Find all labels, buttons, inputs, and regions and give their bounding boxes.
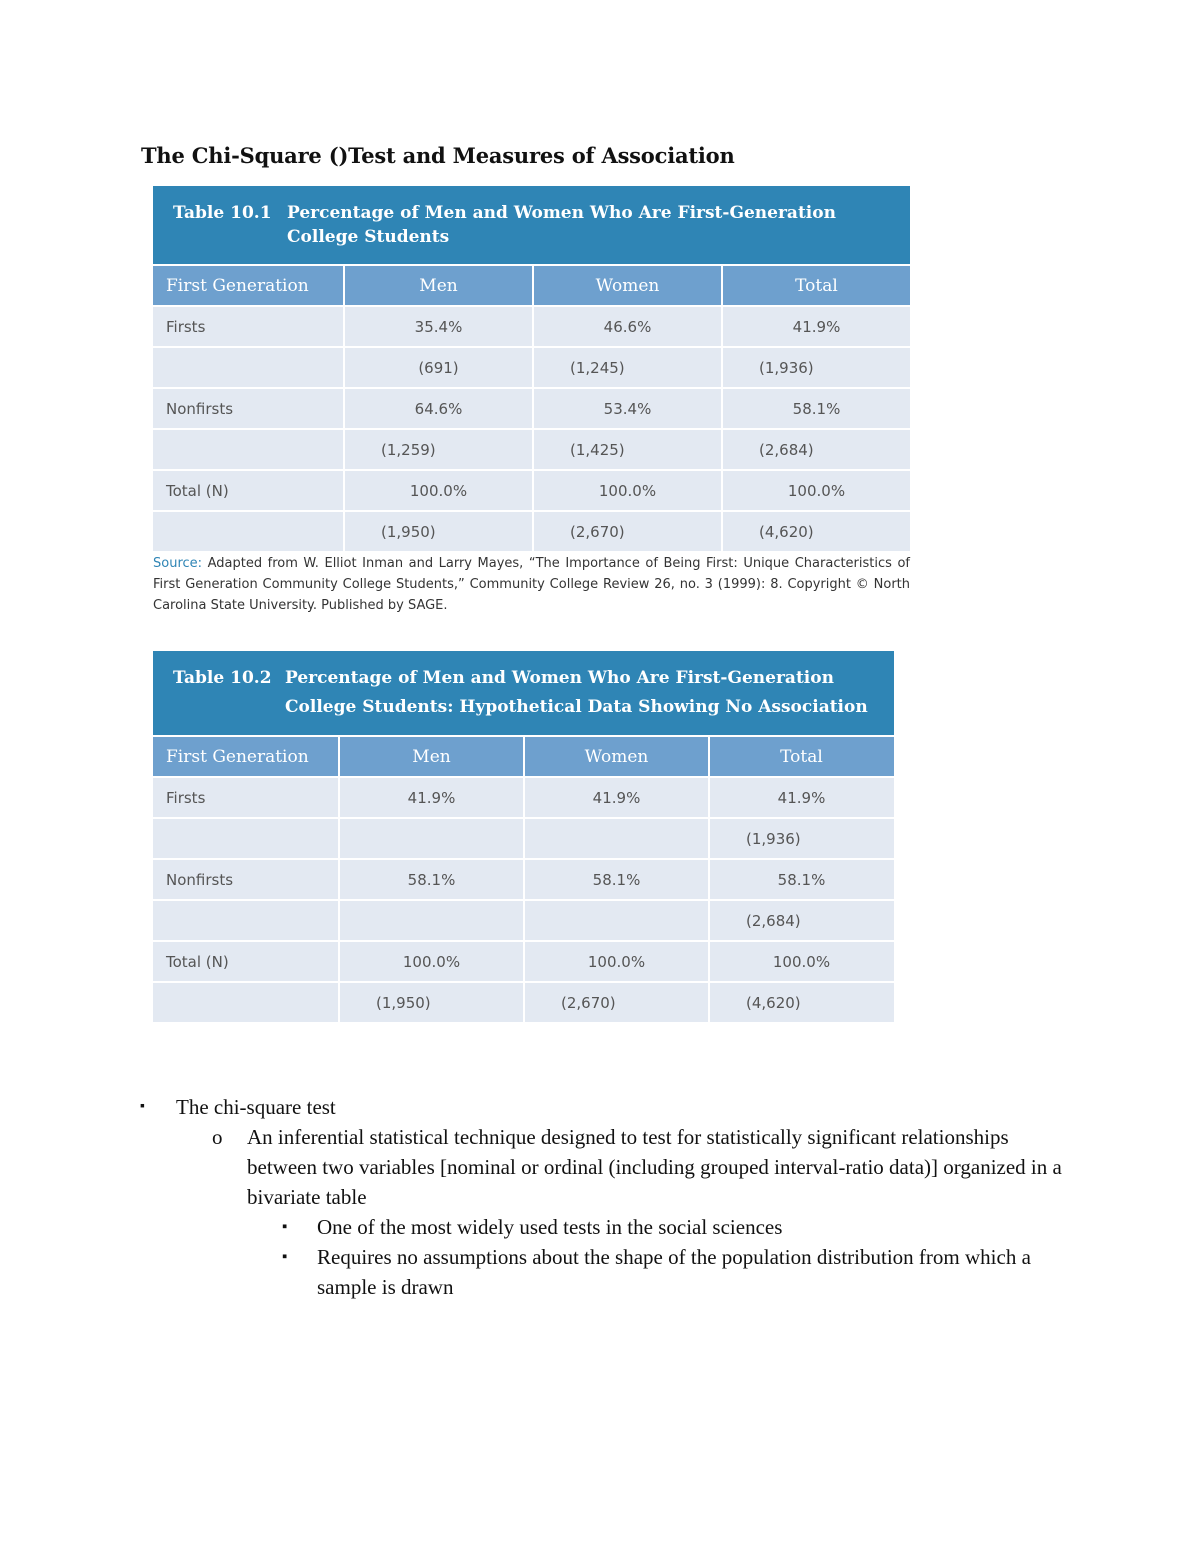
- table-cell: [523, 819, 708, 858]
- table-cell: (1,936): [708, 819, 893, 858]
- table-cell: 100.0%: [532, 471, 721, 510]
- table-cell: (2,670): [523, 983, 708, 1022]
- table-cell: 58.1%: [338, 860, 523, 899]
- row-label: [153, 983, 338, 1022]
- table-cell: (2,684): [708, 901, 893, 940]
- table-cell: (2,684): [721, 430, 910, 469]
- table-cell: 46.6%: [532, 307, 721, 346]
- row-label: [153, 819, 338, 858]
- table-cell: (1,245): [532, 348, 721, 387]
- table-cell: (691): [343, 348, 532, 387]
- table-cell: 41.9%: [721, 307, 910, 346]
- table-cell: (4,620): [721, 512, 910, 551]
- notes-list: [140, 1092, 1070, 1302]
- table-cell: 58.1%: [523, 860, 708, 899]
- table-cell: (4,620): [708, 983, 893, 1022]
- table-cell: 53.4%: [532, 389, 721, 428]
- table-cell: 41.9%: [523, 778, 708, 817]
- column-header: Women: [523, 737, 708, 776]
- table-cell: 100.0%: [721, 471, 910, 510]
- table-cell: 100.0%: [523, 942, 708, 981]
- row-label: [153, 901, 338, 940]
- column-header: Men: [343, 266, 532, 305]
- table-cell: 100.0%: [708, 942, 893, 981]
- row-label: Nonfirsts: [166, 399, 234, 418]
- table-row: [153, 305, 910, 346]
- table-cell: [523, 901, 708, 940]
- table-row: [153, 387, 910, 428]
- table-cell: (1,425): [532, 430, 721, 469]
- table-cell: 41.9%: [708, 778, 893, 817]
- column-header: Total: [708, 737, 893, 776]
- table-number: Table 10.1: [173, 203, 272, 223]
- table-row: [153, 981, 894, 1022]
- document-title: The Chi-Square ()Test and Measures of Association: [141, 143, 735, 168]
- table-row: [153, 940, 894, 981]
- table-row: [153, 469, 910, 510]
- column-header: First Generation: [166, 275, 309, 296]
- column-header: Women: [532, 266, 721, 305]
- table-row: [153, 899, 894, 940]
- column-header: Men: [338, 737, 523, 776]
- table-row: [153, 776, 894, 817]
- row-label: Total (N): [166, 481, 229, 500]
- table-row: [153, 858, 894, 899]
- source-label: Source:: [153, 556, 203, 571]
- table-10-2: [153, 651, 894, 1022]
- list-item: [140, 1092, 1070, 1122]
- column-header: First Generation: [166, 746, 309, 767]
- row-label: [153, 430, 343, 469]
- table-cell: 58.1%: [708, 860, 893, 899]
- table-cell: (1,950): [338, 983, 523, 1022]
- table-caption: Percentage of Men and Women Who Are First-Generation College Students: Hypothetical Data Showing No Association: [285, 668, 868, 717]
- column-header: Total: [721, 266, 910, 305]
- table-caption: Percentage of Men and Women Who Are First-Generation College Students: [287, 203, 836, 247]
- bullet-marker: o: [212, 1125, 223, 1149]
- table-cell: (1,936): [721, 348, 910, 387]
- table-row: [153, 817, 894, 858]
- list-item: [140, 1212, 1070, 1242]
- table-cell: [338, 901, 523, 940]
- table-cell: 100.0%: [343, 471, 532, 510]
- table-cell: [338, 819, 523, 858]
- list-item: [140, 1122, 1070, 1212]
- list-item-text: The chi-square test: [176, 1095, 336, 1119]
- table-row: [153, 346, 910, 387]
- table-row: [153, 428, 910, 469]
- table-column-headers: [153, 264, 910, 305]
- table-10-1: [153, 186, 910, 551]
- table-cell: 64.6%: [343, 389, 532, 428]
- row-label: Total (N): [166, 952, 229, 971]
- bullet-marker: ▪: [140, 1099, 145, 1114]
- list-item-text: One of the most widely used tests in the social sciences: [317, 1215, 783, 1239]
- table-header-banner: [153, 186, 910, 264]
- row-label: [153, 512, 343, 551]
- row-label: Nonfirsts: [166, 870, 234, 889]
- table-cell: 58.1%: [721, 389, 910, 428]
- table-header-banner: [153, 651, 894, 735]
- list-item-text: Requires no assumptions about the shape of the population distribution from which a sample is drawn: [317, 1245, 1031, 1299]
- row-label: Firsts: [166, 317, 206, 336]
- table-cell: 35.4%: [343, 307, 532, 346]
- table-column-headers: [153, 735, 894, 776]
- row-label: [153, 348, 343, 387]
- list-item: [140, 1242, 1070, 1302]
- table-cell: (2,670): [532, 512, 721, 551]
- table-cell: (1,259): [343, 430, 532, 469]
- list-item-text: An inferential statistical technique designed to test for statistically significant relationships between two variables [nominal or ordinal (including grouped interval-ratio data)] organized in a bivariate table: [247, 1125, 1062, 1209]
- table-source-note: [153, 553, 910, 616]
- row-label: Firsts: [166, 788, 206, 807]
- table-row: [153, 510, 910, 551]
- table-number: Table 10.2: [173, 668, 272, 688]
- bullet-marker: ▪: [282, 1219, 288, 1235]
- table-cell: 100.0%: [338, 942, 523, 981]
- bullet-marker: ▪: [282, 1249, 288, 1265]
- table-cell: 41.9%: [338, 778, 523, 817]
- source-text: Adapted from W. Elliot Inman and Larry Mayes, “The Importance of Being First: Unique Characteristics of First Generation Community College Students,” Community College Review 26, no. 3 (1999): 8. Copyright © North Carolina State University. Published by SAGE.: [153, 556, 910, 613]
- table-cell: (1,950): [343, 512, 532, 551]
